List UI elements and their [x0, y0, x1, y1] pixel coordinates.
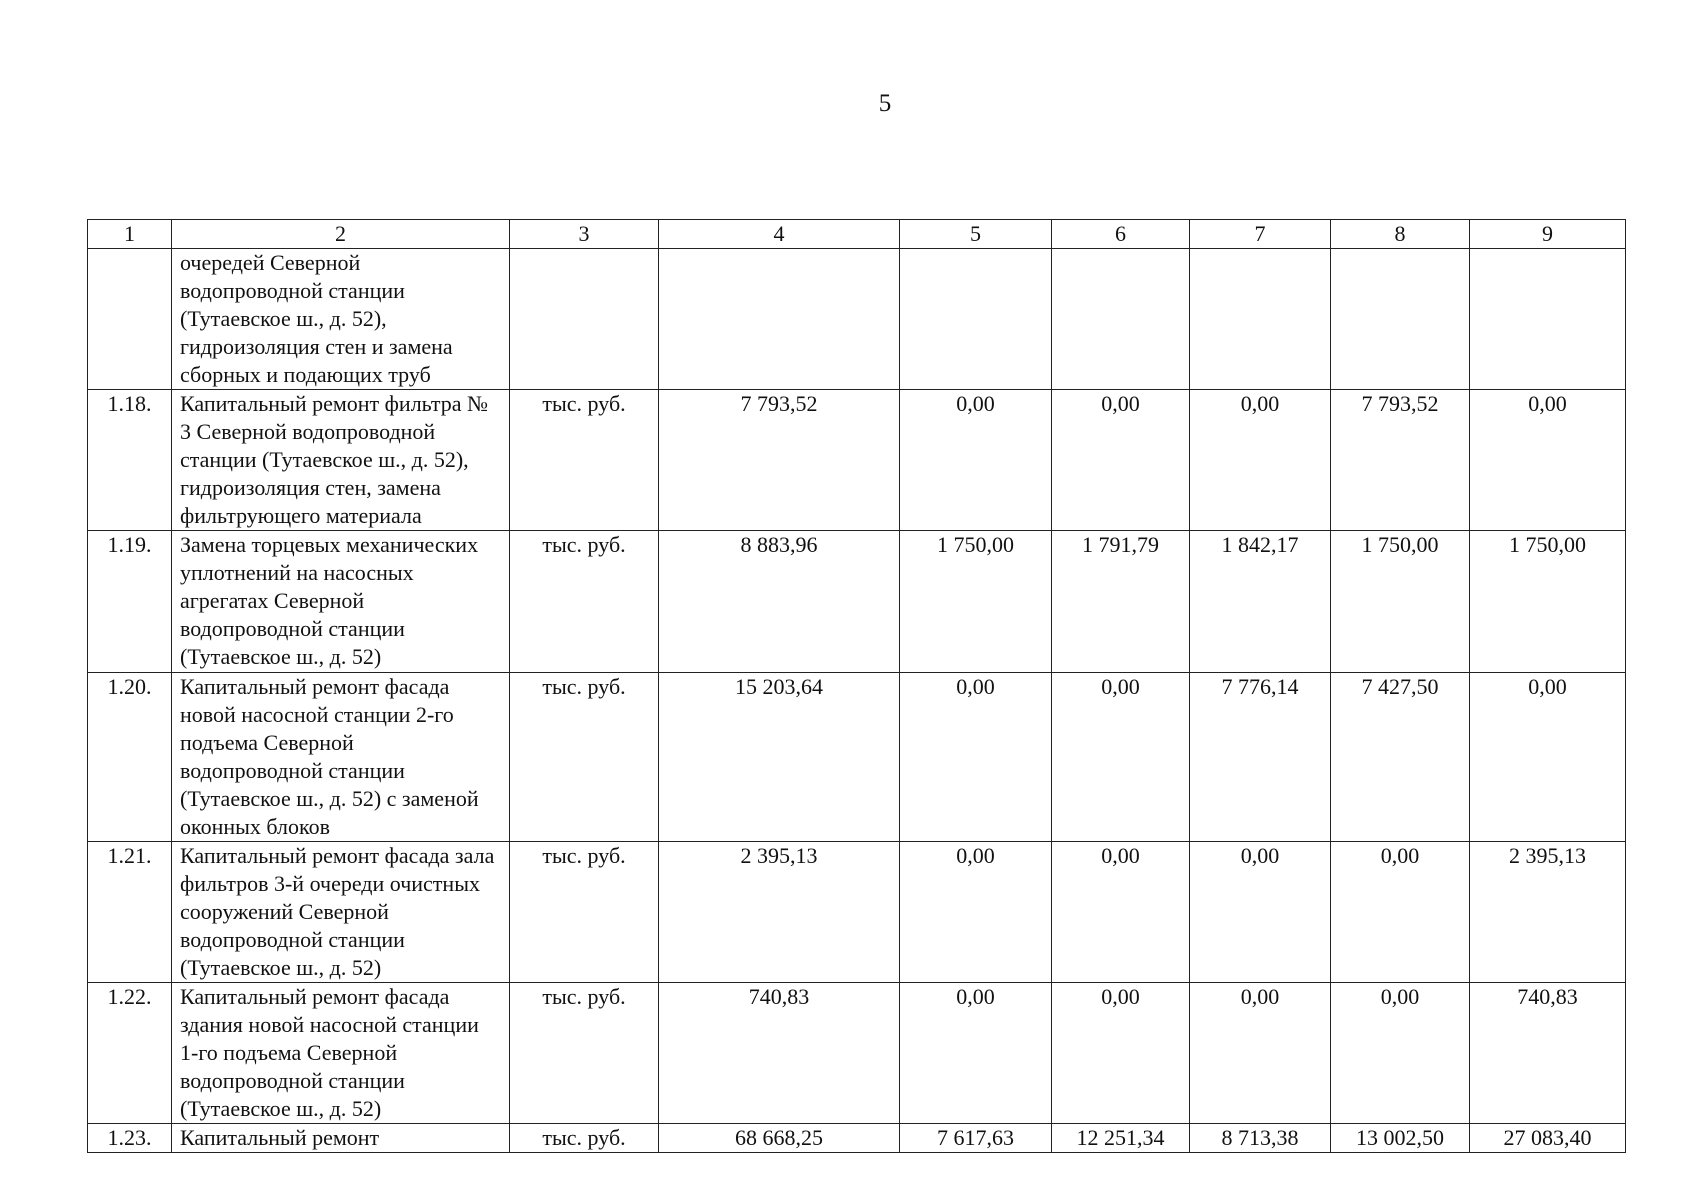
column-header: 4	[659, 220, 900, 249]
table-row	[88, 249, 1626, 390]
column-header: 6	[1052, 220, 1190, 249]
row-description: Капитальный ремонт фасада здания новой насосной станции 1-го подъема Северной водопроводной станции (Тутаевское ш., д. 52)	[172, 983, 510, 1124]
row-value	[1470, 249, 1626, 390]
column-header: 9	[1470, 220, 1626, 249]
row-number	[88, 249, 172, 390]
row-value: 15 203,64	[659, 673, 900, 842]
row-value: 740,83	[659, 983, 900, 1124]
table-row	[88, 673, 1626, 842]
row-value: 1 750,00	[900, 531, 1052, 673]
row-value	[900, 249, 1052, 390]
row-value: 7 793,52	[1331, 390, 1470, 531]
row-value: 7 793,52	[659, 390, 900, 531]
row-value: 0,00	[1190, 842, 1331, 983]
row-description: Капитальный ремонт фильтра № 3 Северной водопроводной станции (Тутаевское ш., д. 52), гидроизоляция стен, замена фильтрующего материала	[172, 390, 510, 531]
row-value: 1 750,00	[1470, 531, 1626, 673]
row-value: 1 791,79	[1052, 531, 1190, 673]
row-value: 0,00	[1052, 390, 1190, 531]
row-unit: тыс. руб.	[510, 390, 659, 531]
row-value: 740,83	[1470, 983, 1626, 1124]
row-number: 1.20.	[88, 673, 172, 842]
row-value: 12 251,34	[1052, 1124, 1190, 1153]
row-unit: тыс. руб.	[510, 983, 659, 1124]
row-value: 0,00	[1331, 842, 1470, 983]
row-value: 0,00	[1190, 390, 1331, 531]
row-value: 2 395,13	[659, 842, 900, 983]
row-value: 1 842,17	[1190, 531, 1331, 673]
row-value: 0,00	[1052, 842, 1190, 983]
row-value	[1331, 249, 1470, 390]
page-number: 5	[878, 90, 892, 117]
column-header: 2	[172, 220, 510, 249]
row-value	[659, 249, 900, 390]
row-description: очередей Северной водопроводной станции (Тутаевское ш., д. 52), гидроизоляция стен и замена сборных и подающих труб	[172, 249, 510, 390]
column-header: 5	[900, 220, 1052, 249]
row-description: Замена торцевых механических уплотнений на насосных агрегатах Северной водопроводной станции (Тутаевское ш., д. 52)	[172, 531, 510, 673]
row-value	[1190, 249, 1331, 390]
row-value: 8 883,96	[659, 531, 900, 673]
row-value: 8 713,38	[1190, 1124, 1331, 1153]
row-value: 2 395,13	[1470, 842, 1626, 983]
row-number: 1.18.	[88, 390, 172, 531]
row-value: 13 002,50	[1331, 1124, 1470, 1153]
column-header: 1	[88, 220, 172, 249]
row-value: 0,00	[1470, 390, 1626, 531]
row-value: 0,00	[900, 842, 1052, 983]
table-row	[88, 842, 1626, 983]
row-description: Капитальный ремонт	[172, 1124, 510, 1153]
row-number: 1.21.	[88, 842, 172, 983]
row-value: 0,00	[1470, 673, 1626, 842]
row-number: 1.23.	[88, 1124, 172, 1153]
row-value: 27 083,40	[1470, 1124, 1626, 1153]
table-header-row	[88, 220, 1626, 249]
row-number: 1.22.	[88, 983, 172, 1124]
table-row	[88, 983, 1626, 1124]
row-value: 7 776,14	[1190, 673, 1331, 842]
row-unit: тыс. руб.	[510, 842, 659, 983]
row-unit: тыс. руб.	[510, 1124, 659, 1153]
row-value: 0,00	[900, 673, 1052, 842]
row-unit: тыс. руб.	[510, 531, 659, 673]
row-value: 1 750,00	[1331, 531, 1470, 673]
row-value: 7 617,63	[900, 1124, 1052, 1153]
row-description: Капитальный ремонт фасада зала фильтров 3-й очереди очистных сооружений Северной водопроводной станции (Тутаевское ш., д. 52)	[172, 842, 510, 983]
row-value: 68 668,25	[659, 1124, 900, 1153]
row-value	[1052, 249, 1190, 390]
row-value: 0,00	[1052, 983, 1190, 1124]
column-header: 3	[510, 220, 659, 249]
table-row	[88, 531, 1626, 673]
row-unit: тыс. руб.	[510, 673, 659, 842]
row-value: 0,00	[1052, 673, 1190, 842]
row-number: 1.19.	[88, 531, 172, 673]
column-header: 8	[1331, 220, 1470, 249]
row-description: Капитальный ремонт фасада новой насосной станции 2-го подъема Северной водопроводной станции (Тутаевское ш., д. 52) с заменой оконных блоков	[172, 673, 510, 842]
row-value: 7 427,50	[1331, 673, 1470, 842]
table-row	[88, 1124, 1626, 1153]
column-header: 7	[1190, 220, 1331, 249]
row-value: 0,00	[900, 983, 1052, 1124]
row-value: 0,00	[1190, 983, 1331, 1124]
row-value: 0,00	[1331, 983, 1470, 1124]
table-row	[88, 390, 1626, 531]
row-unit	[510, 249, 659, 390]
row-value: 0,00	[900, 390, 1052, 531]
budget-table	[87, 219, 1626, 1153]
